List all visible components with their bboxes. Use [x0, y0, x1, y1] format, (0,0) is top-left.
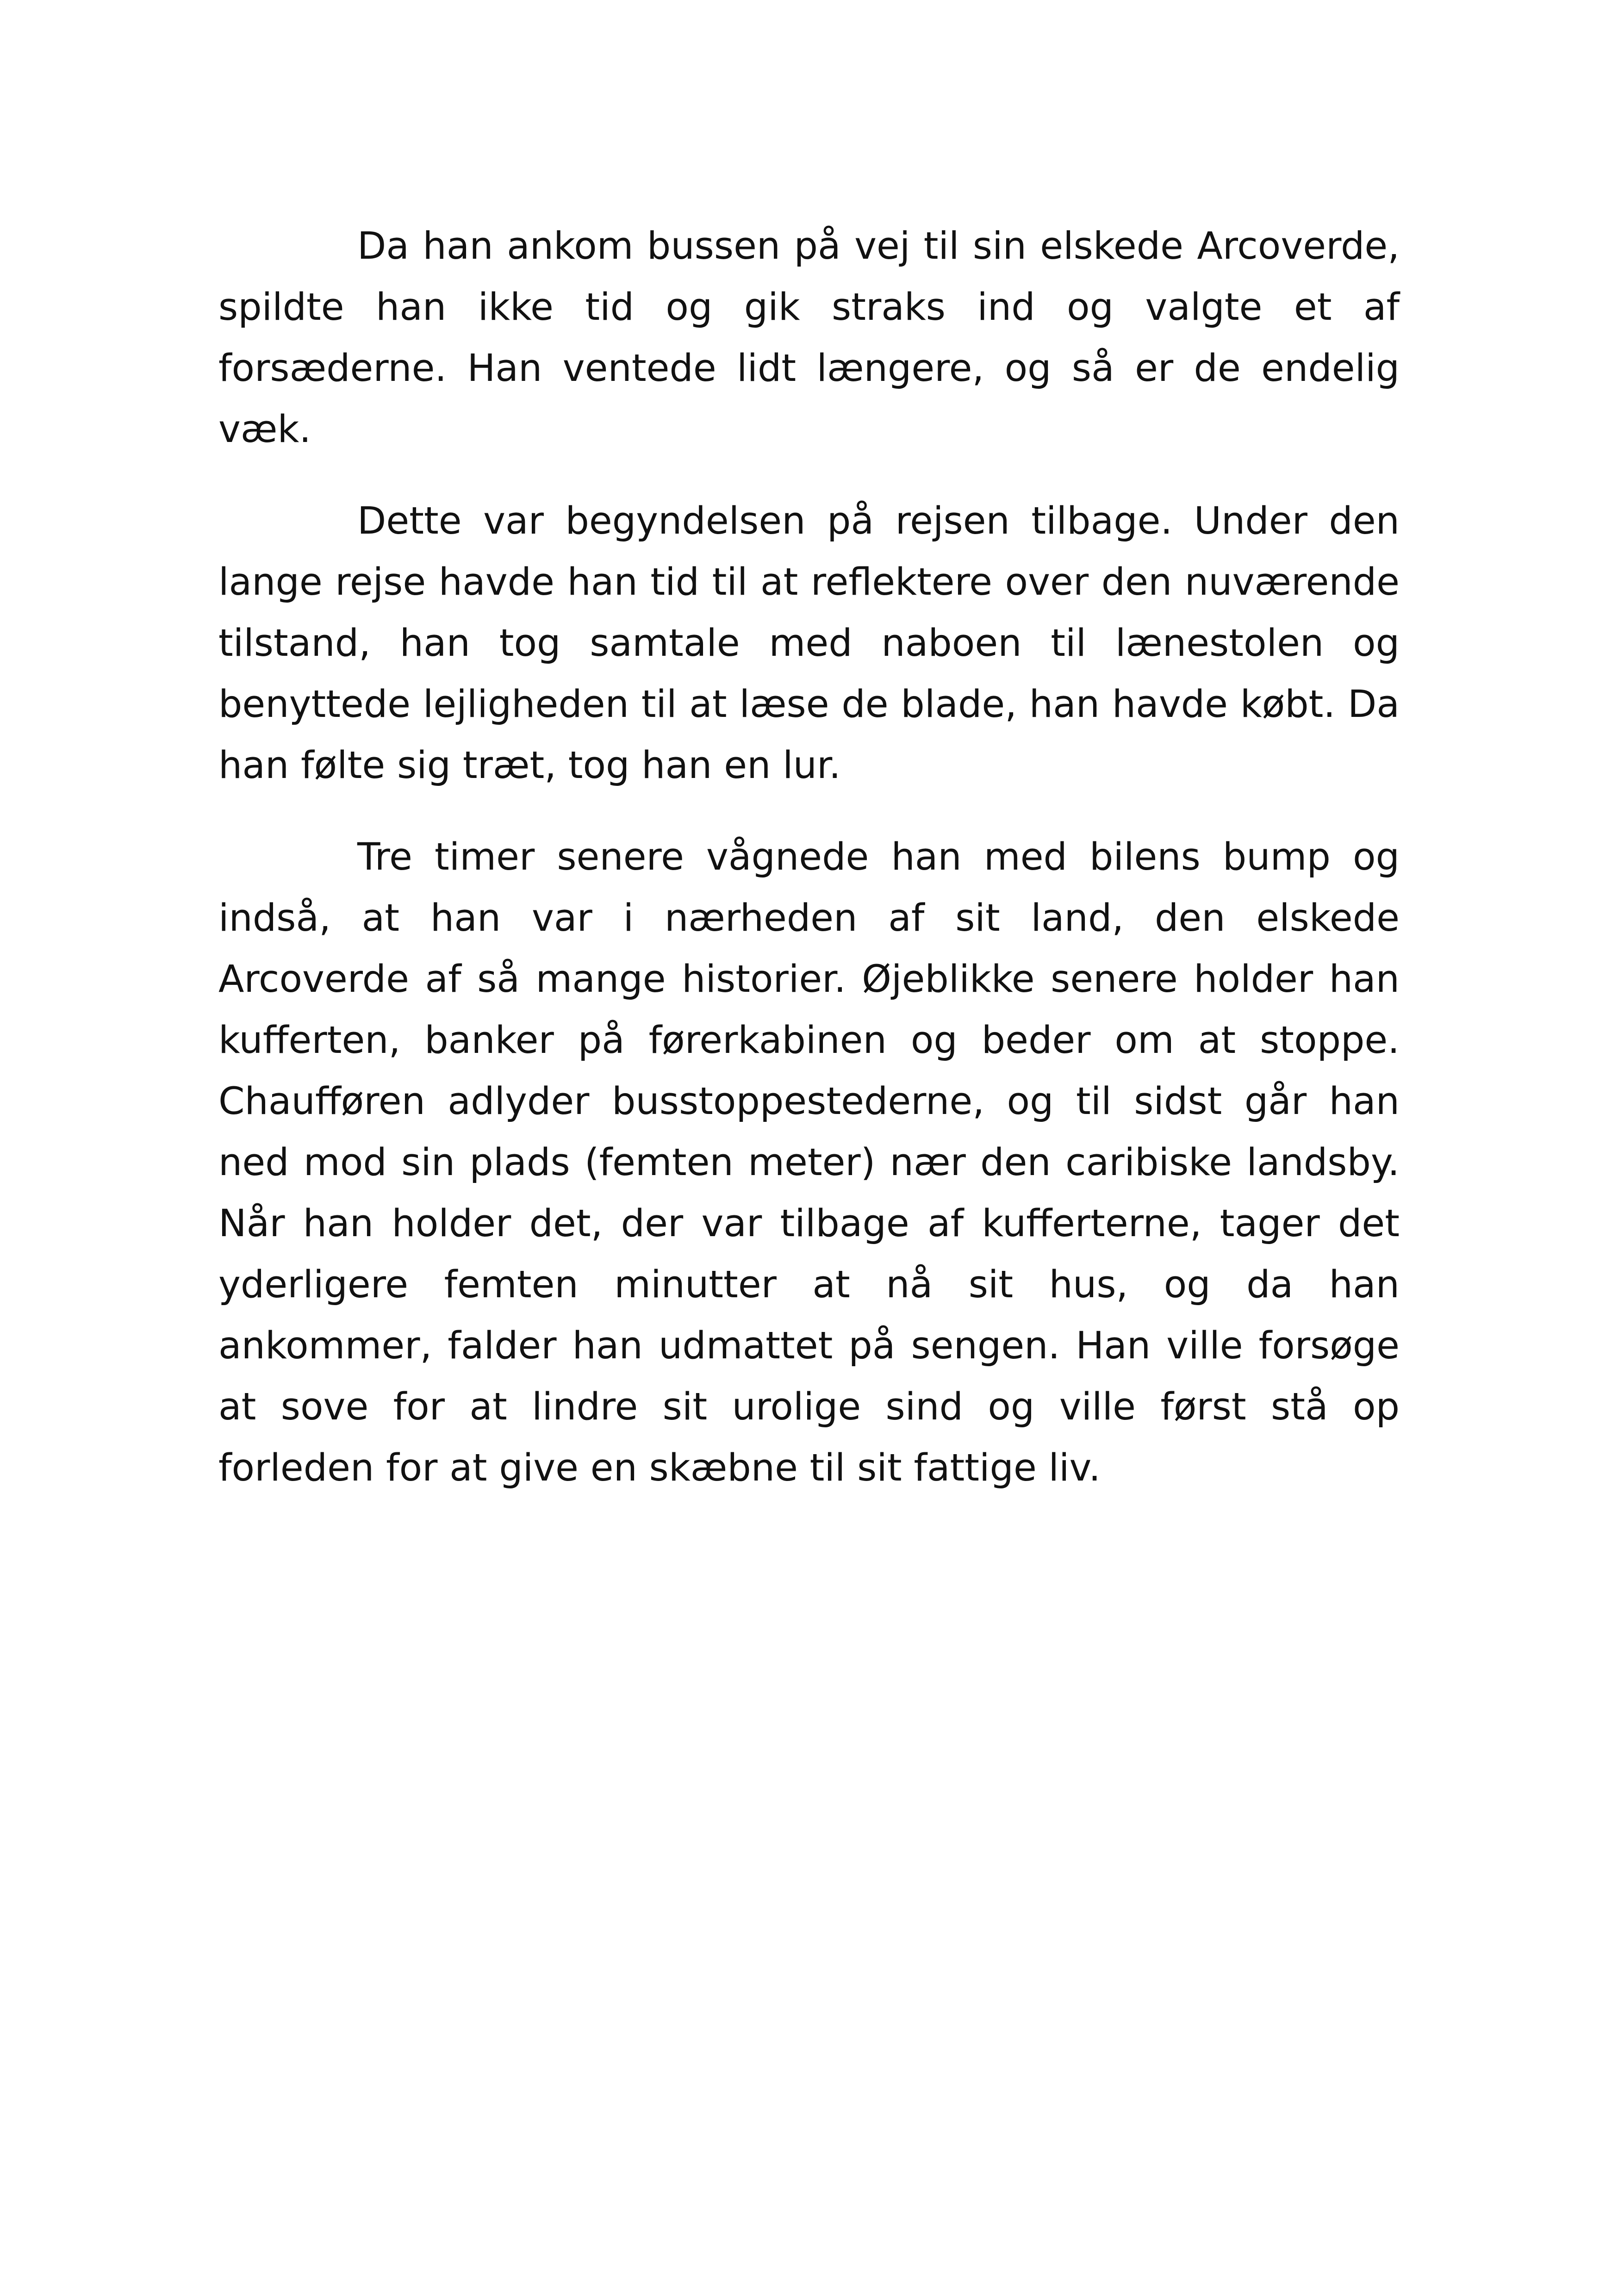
paragraph-2: Dette var begyndelsen på rejsen tilbage. Under den lange rejse havde han tid til at reflektere over den nuværende tilstand, han tog samtale med naboen til lænestolen og benyttede lejligheden til at læse de blade, han havde købt. Da han følte sig træt, tog han en lur. — [218, 499, 1400, 787]
paragraph-1: Da han ankom bussen på vej til sin elskede Arcoverde, spildte han ikke tid og gik straks ind og valgte et af forsæderne. Han ventede lidt længere, og så er de endelig væk. — [218, 224, 1400, 451]
paragraph-3: Tre timer senere vågnede han med bilens bump og indså, at han var i nærheden af sit land, den elskede Arcoverde af så mange historier. Øjeblikke senere holder han kufferten, banker på førerkabinen og beder om at stoppe. Chaufføren adlyder busstoppestederne, og til sidst går han ned mod sin plads (femten meter) nær den caribiske landsby. Når han holder det, der var tilbage af kufferterne, tager det yderligere femten minutter at nå sit hus, og da han ankommer, falder han udmattet på sengen. Han ville forsøge at sove for at lindre sit urolige sind og ville først stå op forleden for at give en skæbne til sit fattige liv. — [218, 835, 1400, 1490]
document-body — [218, 216, 1400, 1529]
